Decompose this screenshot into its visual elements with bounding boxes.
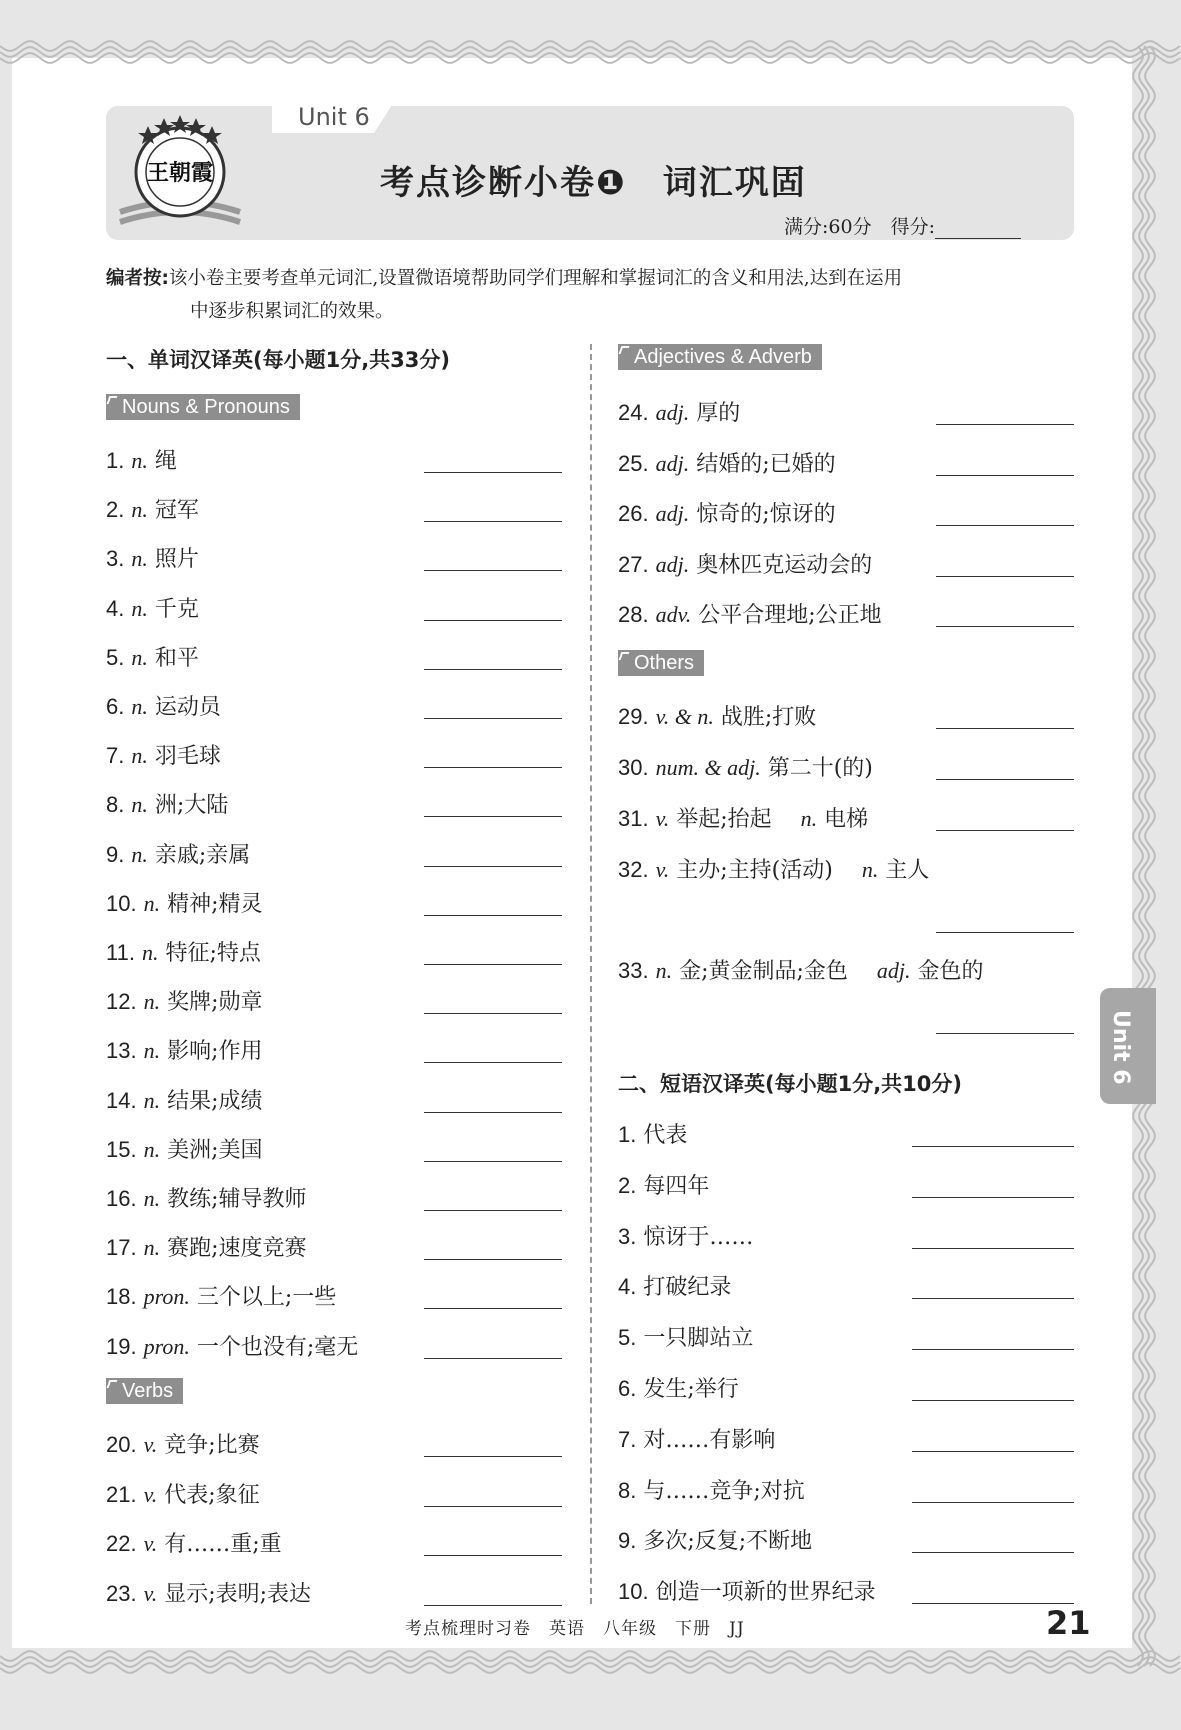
- item-meaning-2: 金色的: [917, 959, 984, 984]
- item-meaning: 千克: [154, 596, 199, 622]
- item-meaning: 结婚的;已婚的: [696, 451, 836, 477]
- item-meaning: 结果;成绩: [167, 1088, 263, 1114]
- answer-blank[interactable]: [936, 932, 1074, 933]
- item-meaning: 惊讶于……: [643, 1224, 754, 1250]
- answer-blank[interactable]: [424, 915, 562, 916]
- item-meaning: 举起;抬起: [676, 807, 772, 832]
- item-meaning: 影响;作用: [167, 1039, 263, 1065]
- part-of-speech: v.: [655, 857, 670, 882]
- section2-item: [618, 1118, 687, 1149]
- item-meaning: 精神;精灵: [167, 891, 263, 917]
- page-title: 考点诊断小卷❶ 词汇巩固: [380, 163, 807, 203]
- part-of-speech: adj.: [655, 551, 690, 577]
- answer-blank[interactable]: [936, 626, 1074, 627]
- part-of-speech: adj.: [655, 450, 690, 476]
- part-of-speech: n.: [141, 940, 159, 965]
- answer-blank[interactable]: [424, 1210, 562, 1211]
- item-meaning: 一个也没有;毫无: [196, 1334, 359, 1360]
- column-divider: [590, 344, 592, 1604]
- section1-item: [618, 802, 868, 833]
- item-number: 1.: [106, 448, 125, 473]
- item-number: 23.: [106, 1580, 137, 1606]
- footer-text: 考点梳理时习卷 英语 八年级 下册 JJ: [405, 1619, 745, 1639]
- unit-label: Unit 6: [298, 103, 370, 131]
- section1-item: [106, 641, 199, 672]
- section1-item: [106, 493, 199, 524]
- item-number: 20.: [106, 1432, 137, 1457]
- answer-blank[interactable]: [936, 1033, 1074, 1034]
- side-unit-label: Unit 6: [1108, 1010, 1133, 1085]
- item-number: 33.: [618, 958, 649, 983]
- item-number: 26.: [618, 501, 649, 526]
- answer-blank[interactable]: [936, 728, 1074, 729]
- item-number: 9.: [618, 1528, 637, 1554]
- section2-item: [618, 1474, 805, 1505]
- item-meaning: 第二十(的): [767, 756, 873, 781]
- section2-item: [618, 1423, 775, 1454]
- item-meaning: 三个以上;一些: [196, 1285, 337, 1311]
- answer-blank[interactable]: [912, 1298, 1074, 1299]
- section1-item: [106, 1280, 336, 1311]
- answer-blank[interactable]: [424, 1358, 562, 1359]
- section2-item: [618, 1372, 739, 1403]
- answer-blank[interactable]: [912, 1451, 1074, 1452]
- answer-blank[interactable]: [936, 830, 1074, 831]
- part-of-speech: n.: [143, 1136, 161, 1162]
- item-number: 4.: [618, 1274, 637, 1300]
- part-of-speech: n.: [131, 841, 148, 867]
- answer-blank[interactable]: [424, 1161, 562, 1162]
- answer-blank[interactable]: [936, 525, 1074, 526]
- score-line: [784, 212, 1021, 239]
- answer-blank[interactable]: [424, 816, 562, 817]
- item-number: 28.: [618, 602, 649, 627]
- item-meaning: 赛跑;速度竞赛: [167, 1236, 307, 1262]
- item-meaning: 美洲;美国: [167, 1137, 263, 1163]
- item-number: 10.: [618, 1579, 649, 1605]
- answer-blank[interactable]: [424, 669, 562, 670]
- answer-blank[interactable]: [424, 1555, 562, 1556]
- group-tag-adjectives: Adjectives & Adverb: [618, 344, 822, 370]
- part-of-speech: n.: [131, 644, 148, 670]
- score-text: 满分:60分 得分:: [784, 216, 935, 238]
- answer-blank[interactable]: [424, 1506, 562, 1507]
- brand-logo: [110, 112, 250, 232]
- part-of-speech: pron.: [143, 1333, 190, 1359]
- note-line1: 该小卷主要考查单元词汇,设置微语境帮助同学们理解和掌握词汇的含义和用法,达到在运用: [168, 268, 903, 289]
- section1-item: [106, 690, 221, 721]
- answer-blank[interactable]: [424, 620, 562, 621]
- section1-item: [618, 853, 929, 884]
- answer-blank[interactable]: [912, 1197, 1074, 1198]
- item-meaning: 运动员: [154, 695, 221, 720]
- item-meaning: 有……重;重: [164, 1532, 282, 1557]
- part-of-speech: n.: [143, 1186, 161, 1211]
- answer-blank[interactable]: [424, 964, 562, 965]
- section1-item: [106, 1428, 260, 1459]
- score-blank[interactable]: [935, 220, 1021, 239]
- section1-item: [106, 1182, 307, 1213]
- answer-blank[interactable]: [912, 1502, 1074, 1503]
- part-of-speech: n.: [143, 890, 161, 916]
- answer-blank[interactable]: [424, 1062, 562, 1063]
- item-number: 15.: [106, 1136, 137, 1162]
- item-meaning: 发生;举行: [643, 1377, 739, 1402]
- answer-blank[interactable]: [424, 1605, 562, 1606]
- section2-item: [618, 1169, 709, 1200]
- answer-blank[interactable]: [424, 1013, 562, 1014]
- answer-blank[interactable]: [424, 1259, 562, 1260]
- part-of-speech: n.: [131, 792, 148, 818]
- section2-item: [618, 1524, 812, 1555]
- item-number: 24.: [618, 400, 649, 425]
- item-meaning: 主办;主持(活动): [676, 858, 833, 883]
- item-meaning: 羽毛球: [154, 744, 221, 770]
- part-of-speech: n.: [131, 448, 148, 473]
- part-of-speech: v.: [655, 806, 670, 831]
- item-number: 19.: [106, 1333, 137, 1359]
- group-tag-others: Others: [618, 650, 704, 676]
- part-of-speech: v.: [143, 1481, 158, 1507]
- item-number: 30.: [618, 755, 649, 780]
- item-meaning: 惊奇的;惊讶的: [696, 502, 836, 527]
- item-number: 7.: [106, 743, 125, 769]
- answer-blank[interactable]: [912, 1146, 1074, 1147]
- item-number: 29.: [618, 704, 649, 729]
- part-of-speech: pron.: [143, 1284, 190, 1310]
- section1-item: [106, 1034, 263, 1065]
- section1-item: [618, 751, 873, 782]
- part-of-speech: v.: [143, 1580, 158, 1606]
- item-meaning-2: 主人: [885, 858, 930, 883]
- part-of-speech: adv.: [655, 602, 692, 627]
- item-number: 6.: [106, 694, 125, 719]
- answer-blank[interactable]: [424, 866, 562, 867]
- item-number: 14.: [106, 1087, 137, 1113]
- item-meaning: 奖牌;勋章: [167, 990, 263, 1016]
- answer-blank[interactable]: [424, 1308, 562, 1309]
- item-meaning: 与……竞争;对抗: [643, 1478, 805, 1504]
- item-meaning: 代表;象征: [164, 1482, 260, 1508]
- part-of-speech: n.: [143, 1038, 161, 1064]
- answer-blank[interactable]: [424, 1112, 562, 1113]
- item-number: 2.: [618, 1172, 637, 1198]
- answer-blank[interactable]: [936, 424, 1074, 425]
- item-meaning: 特征;特点: [165, 941, 261, 966]
- item-number: 8.: [618, 1477, 637, 1503]
- item-meaning: 金;黄金制品;金色: [679, 959, 848, 984]
- section2-item: [618, 1321, 753, 1352]
- section1-item: [106, 838, 250, 869]
- answer-blank[interactable]: [912, 1400, 1074, 1401]
- item-meaning: 照片: [154, 547, 199, 573]
- item-meaning: 厚的: [696, 401, 741, 426]
- answer-blank[interactable]: [912, 1552, 1074, 1553]
- section1-item: [618, 548, 872, 579]
- item-meaning: 绳: [154, 449, 177, 474]
- answer-blank[interactable]: [912, 1248, 1074, 1249]
- item-number: 18.: [106, 1284, 137, 1310]
- section1-item: [106, 936, 261, 967]
- item-number: 31.: [618, 806, 649, 831]
- part-of-speech: n.: [655, 958, 673, 983]
- item-meaning: 每四年: [643, 1173, 710, 1199]
- section1-item: [106, 592, 199, 623]
- item-number: 5.: [106, 644, 125, 670]
- item-number: 1.: [618, 1122, 637, 1147]
- part-of-speech: n.: [143, 989, 161, 1015]
- part-of-speech: v.: [143, 1432, 158, 1457]
- answer-blank[interactable]: [424, 767, 562, 768]
- part-of-speech: n.: [800, 806, 818, 831]
- item-meaning: 洲;大陆: [154, 793, 229, 819]
- item-meaning: 代表: [643, 1123, 688, 1148]
- section1-item: [106, 542, 199, 573]
- item-meaning: 多次;反复;不断地: [643, 1529, 813, 1555]
- note-line2: 中逐步积累词汇的效果。: [190, 301, 394, 322]
- item-number: 13.: [106, 1038, 137, 1064]
- item-number: 16.: [106, 1186, 137, 1211]
- section1-item: [106, 1577, 311, 1608]
- answer-blank[interactable]: [424, 521, 562, 522]
- section1-item: [106, 788, 228, 819]
- item-meaning: 打破纪录: [643, 1275, 732, 1301]
- part-of-speech: adj.: [655, 400, 690, 425]
- item-number: 32.: [618, 857, 649, 882]
- part-of-speech: n.: [131, 694, 148, 719]
- item-meaning: 和平: [154, 645, 199, 671]
- group-tag-verbs: Verbs: [106, 1378, 183, 1404]
- part-of-speech: n.: [131, 595, 148, 621]
- item-meaning: 冠军: [154, 498, 199, 524]
- item-meaning: 显示;表明;表达: [164, 1581, 312, 1607]
- part-of-speech: v.: [143, 1531, 158, 1556]
- section1-item: [618, 396, 740, 427]
- item-number: 17.: [106, 1235, 137, 1261]
- part-of-speech: adj.: [876, 958, 911, 983]
- section2-title: 二、短语汉译英(每小题1分,共10分): [618, 1072, 963, 1096]
- item-number: 3.: [618, 1223, 637, 1249]
- answer-blank[interactable]: [912, 1349, 1074, 1350]
- section2-item: [618, 1220, 753, 1251]
- logo-text: 王朝霞: [146, 160, 214, 186]
- item-number: 11.: [106, 940, 135, 965]
- section1-item: [106, 1527, 282, 1558]
- side-unit-tab: [1100, 988, 1156, 1104]
- item-number: 4.: [106, 595, 125, 621]
- part-of-speech: n.: [131, 546, 148, 572]
- section1-item: [618, 954, 984, 985]
- answer-blank[interactable]: [936, 475, 1074, 476]
- section1-item: [106, 1084, 263, 1115]
- answer-blank[interactable]: [424, 570, 562, 571]
- answer-blank[interactable]: [936, 576, 1074, 577]
- part-of-speech: n.: [143, 1235, 161, 1261]
- answer-blank[interactable]: [936, 779, 1074, 780]
- item-meaning: 公平合理地;公正地: [698, 603, 882, 628]
- item-meaning: 教练;辅导教师: [167, 1187, 307, 1212]
- item-number: 21.: [106, 1481, 137, 1507]
- section1-item: [106, 985, 263, 1016]
- section1-title: 一、单词汉译英(每小题1分,共33分): [106, 348, 451, 372]
- group-tag-nouns: Nouns & Pronouns: [106, 394, 300, 420]
- item-number: 3.: [106, 546, 125, 572]
- section1-item: [106, 887, 263, 918]
- answer-blank[interactable]: [424, 1456, 562, 1457]
- section1-item: [106, 1231, 307, 1262]
- item-meaning: 竞争;比赛: [164, 1433, 260, 1458]
- part-of-speech: num. & adj.: [655, 755, 761, 780]
- item-meaning: 奥林匹克运动会的: [696, 552, 873, 578]
- section2-item: [618, 1575, 876, 1606]
- item-number: 10.: [106, 890, 137, 916]
- section1-item: [106, 1330, 358, 1361]
- answer-blank[interactable]: [424, 718, 562, 719]
- part-of-speech: n.: [131, 743, 148, 769]
- part-of-speech: n.: [143, 1087, 161, 1113]
- section1-item: [106, 444, 177, 475]
- item-meaning: 一只脚站立: [643, 1326, 754, 1352]
- item-number: 9.: [106, 841, 125, 867]
- part-of-speech: adj.: [655, 501, 690, 526]
- part-of-speech: n.: [131, 497, 148, 523]
- item-number: 5.: [618, 1325, 637, 1351]
- section1-item: [106, 1133, 263, 1164]
- section1-item: [618, 497, 836, 528]
- item-number: 25.: [618, 450, 649, 476]
- item-number: 6.: [618, 1376, 637, 1401]
- item-number: 7.: [618, 1426, 637, 1452]
- answer-blank[interactable]: [424, 472, 562, 473]
- item-meaning: 亲戚;亲属: [154, 842, 251, 868]
- item-meaning-2: 电梯: [824, 807, 869, 832]
- section1-item: [618, 700, 816, 731]
- part-of-speech: v. & n.: [655, 704, 714, 729]
- item-number: 27.: [618, 551, 649, 577]
- item-meaning: 战胜;打败: [720, 705, 817, 730]
- section1-item: [106, 739, 221, 770]
- item-number: 2.: [106, 497, 125, 523]
- item-number: 12.: [106, 989, 137, 1015]
- item-meaning: 创造一项新的世界纪录: [655, 1580, 876, 1606]
- section1-item: [618, 447, 836, 478]
- section1-item: [618, 598, 882, 629]
- note-label: 编者按:: [106, 268, 169, 289]
- item-number: 8.: [106, 792, 125, 818]
- editor-note: [106, 262, 1076, 328]
- part-of-speech: n.: [861, 857, 879, 882]
- item-meaning: 对……有影响: [643, 1427, 776, 1453]
- item-number: 22.: [106, 1531, 137, 1556]
- section2-item: [618, 1270, 731, 1301]
- section1-item: [106, 1478, 260, 1509]
- page-number: 21: [1046, 1604, 1091, 1642]
